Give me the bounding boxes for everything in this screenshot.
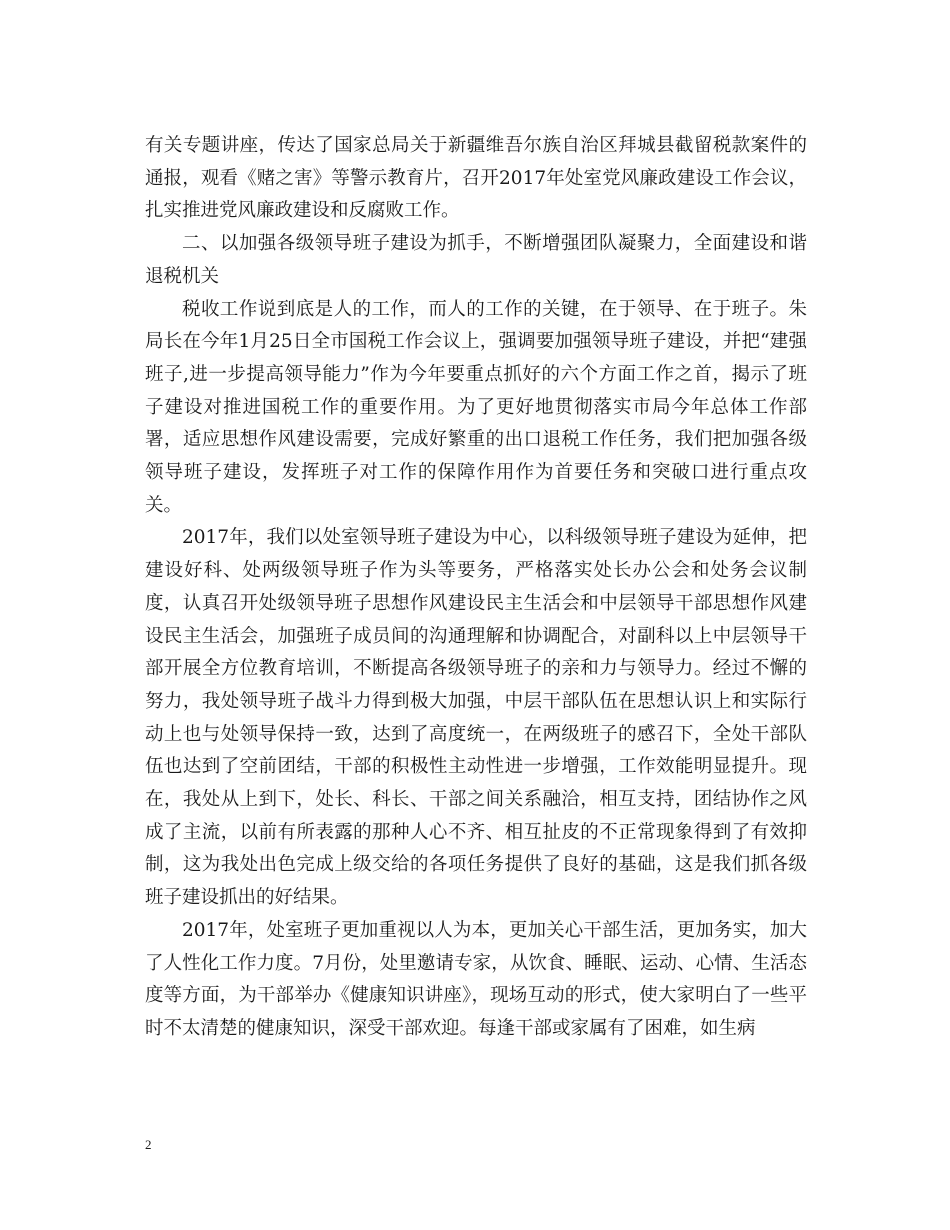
document-body bbox=[145, 130, 807, 1046]
section-heading: 二、以加强各级领导班子建设为抓手，不断增强团队凝聚力，全面建设和谐退税机关 bbox=[145, 233, 807, 287]
page-number: 2 bbox=[145, 1137, 152, 1152]
paragraph-continuation: 有关专题讲座，传达了国家总局关于新疆维吾尔族自治区拜城县截留税款案件的通报，观看《赌之害》等警示教育片，召开2017年处室党风廉政建设工作会议，扎实推进党风廉政建设和反腐败工作。 bbox=[145, 135, 807, 222]
paragraph: 2017年，我们以处室领导班子建设为中心，以科级领导班子建设为延伸，把建设好科、处两级领导班子作为头等要务，严格落实处长办公会和处务会议制度，认真召开处级领导班子思想作风建设民主生活会和中层领导干部思想作风建设民主生活会，加强班子成员间的沟通理解和协调配合，对副科以上中层领导干部开展全方位教育培训，不断提高各级领导班子的亲和力与领导力。经过不懈的努力，我处领导班子战斗力得到极大加强，中层干部队伍在思想认识上和实际行动上也与处领导保持一致，达到了高度统一，在两级班子的感召下，全处干部队伍也达到了空前团结，干部的积极性主动性进一步增强，工作效能明显提升。现在，我处从上到下，处长、科长、干部之间关系融洽，相互支持，团结协作之风成了主流，以前有所表露的那种人心不齐、相互扯皮的不正常现象得到了有效抑制，这为我处出色完成上级交给的各项任务提供了良好的基础，这是我们抓各级班子建设抓出的好结果。 bbox=[145, 527, 807, 909]
paragraph: 2017年，处室班子更加重视以人为本，更加关心干部生活，更加务实，加大了人性化工作力度。7月份，处里邀请专家，从饮食、睡眠、运动、心情、生活态度等方面，为干部举办《健康知识讲座》，现场互动的形式，使大家明白了一些平时不太清楚的健康知识，深受干部欢迎。每逢干部或家属有了困难，如生病 bbox=[145, 919, 807, 1039]
paragraph: 税收工作说到底是人的工作，而人的工作的关键，在于领导、在于班子。朱局长在今年1月25日全市国税工作会议上，强调要加强领导班子建设，并把“建强班子,进一步提高领导能力”作为今年要重点抓好的六个方面工作之首，揭示了班子建设对推进国税工作的重要作用。为了更好地贯彻落实市局今年总体工作部署，适应思想作风建设需要，完成好繁重的出口退税工作任务，我们把加强各级领导班子建设，发挥班子对工作的保障作用作为首要任务和突破口进行重点攻关。 bbox=[145, 298, 807, 516]
